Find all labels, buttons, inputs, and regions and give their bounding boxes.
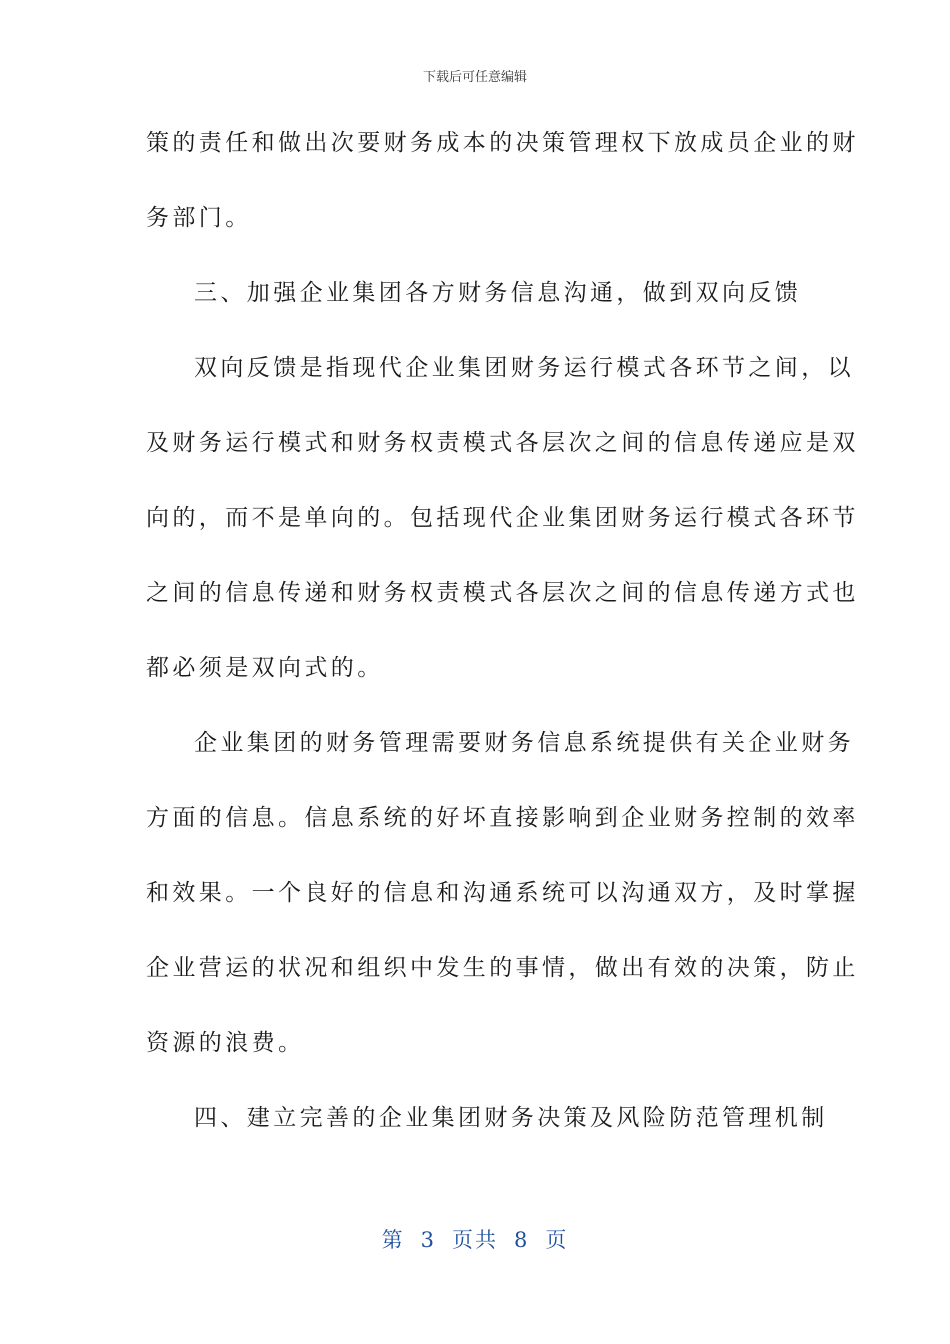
body-line-1: 策的责任和做出次要财务成本的决策管理权下放成员企业的财 <box>146 130 859 156</box>
document-body <box>146 106 859 1156</box>
footer-prefix: 第 <box>381 1228 405 1252</box>
body-line-13: 资源的浪费。 <box>146 1030 305 1056</box>
footer-suffix: 页 <box>545 1228 569 1252</box>
body-line-6: 向的，而不是单向的。包括现代企业集团财务运行模式各环节 <box>146 505 859 531</box>
body-line-9: 企业集团的财务管理需要财务信息系统提供有关企业财务 <box>194 730 854 756</box>
footer-middle: 页共 <box>452 1228 498 1252</box>
body-line-4: 双向反馈是指现代企业集团财务运行模式各环节之间，以 <box>194 355 854 381</box>
body-line-12: 企业营运的状况和组织中发生的事情，做出有效的决策，防止 <box>146 955 859 981</box>
body-line-10: 方面的信息。信息系统的好坏直接影响到企业财务控制的效率 <box>146 805 859 831</box>
body-line-2: 务部门。 <box>146 205 252 231</box>
footer-total-pages: 8 <box>514 1228 530 1252</box>
page-header <box>0 66 950 85</box>
body-line-11: 和效果。一个良好的信息和沟通系统可以沟通双方，及时掌握 <box>146 880 859 906</box>
footer-current-page: 3 <box>420 1228 436 1252</box>
body-line-5: 及财务运行模式和财务权责模式各层次之间的信息传递应是双 <box>146 430 859 456</box>
body-line-7: 之间的信息传递和财务权责模式各层次之间的信息传递方式也 <box>146 580 859 606</box>
body-line-8: 都必须是双向式的。 <box>146 655 384 681</box>
section-heading-3: 三、加强企业集团各方财务信息沟通，做到双向反馈 <box>194 280 802 306</box>
page-footer <box>0 1224 950 1254</box>
section-heading-4: 四、建立完善的企业集团财务决策及风险防范管理机制 <box>194 1105 828 1131</box>
header-text: 下载后可任意编辑 <box>422 70 527 85</box>
